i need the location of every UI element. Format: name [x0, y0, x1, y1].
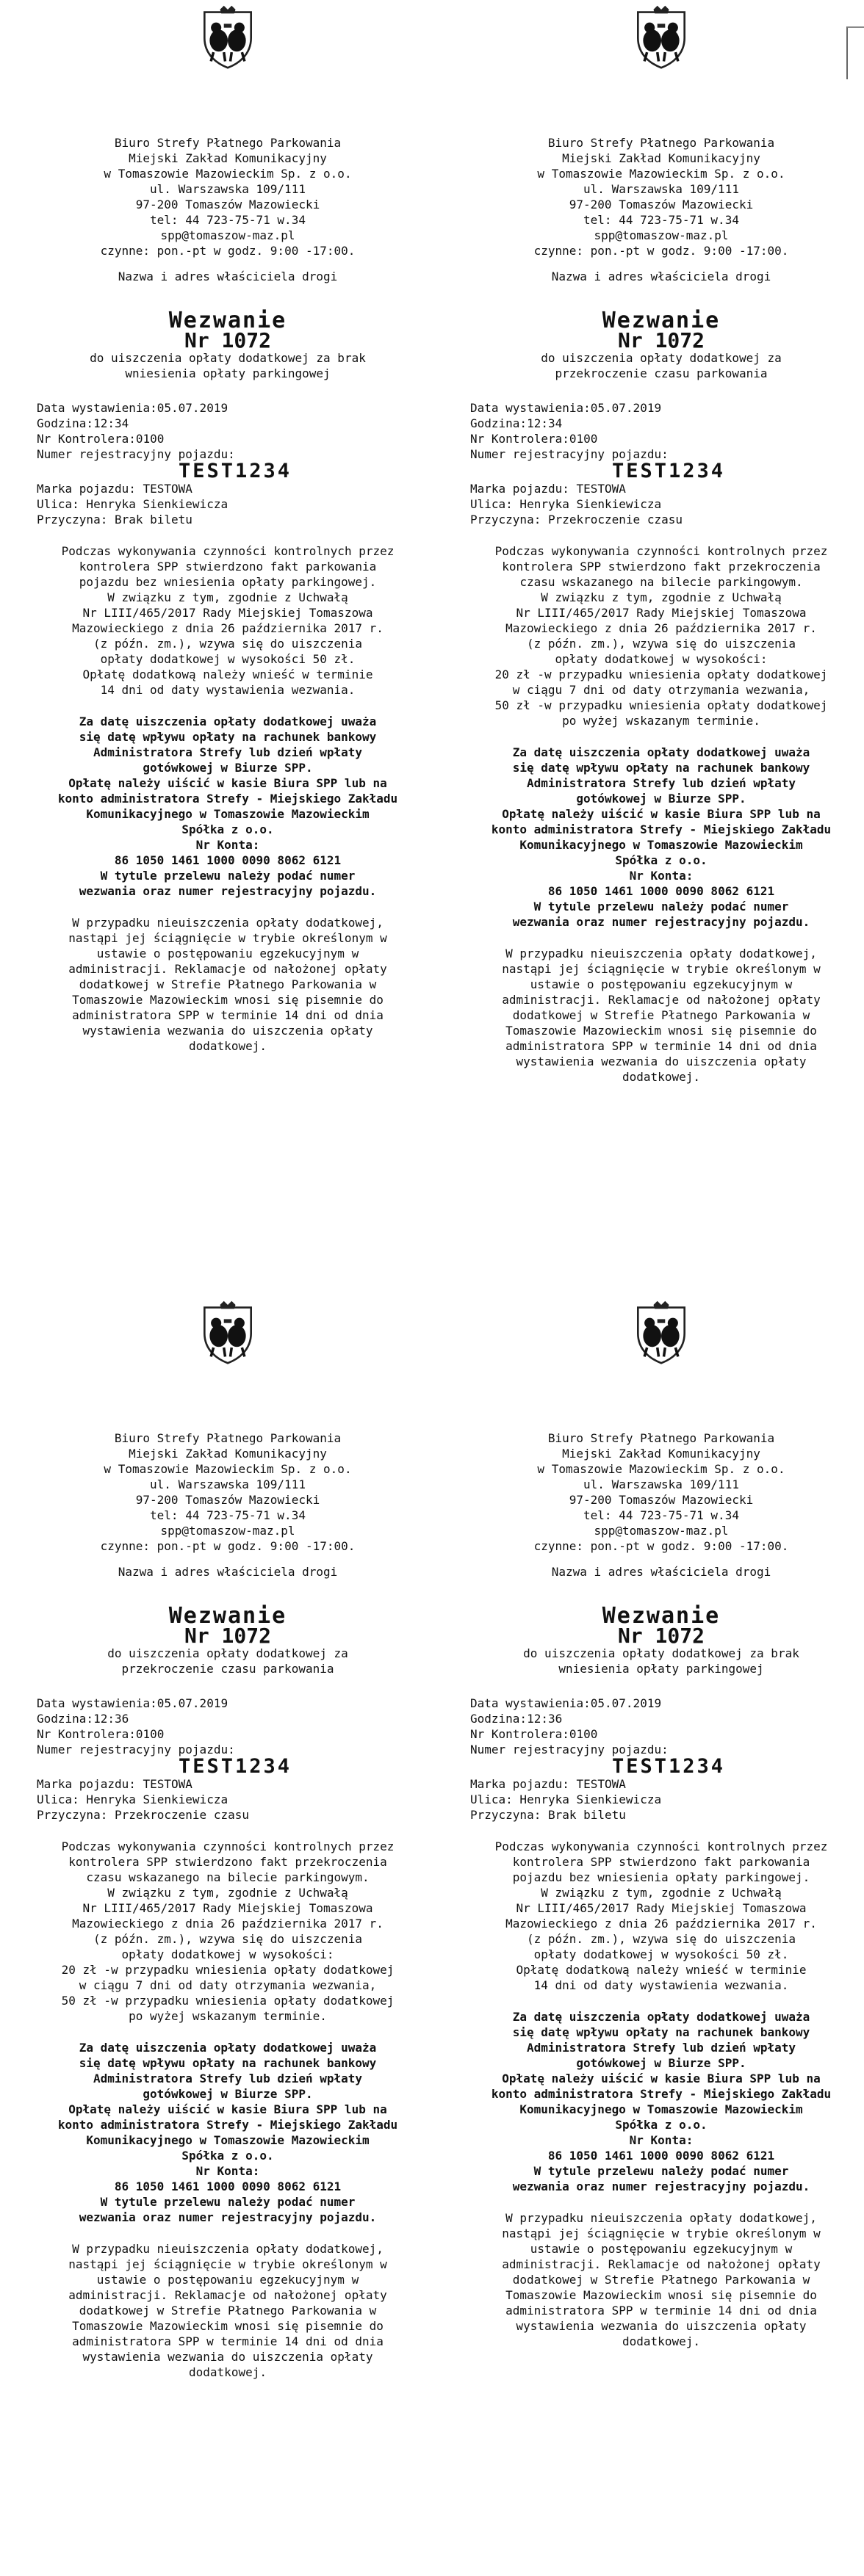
paragraph-line: dodatkowej w Strefie Płatnego Parkowania w	[512, 2273, 810, 2287]
paragraph-line: 14 dni od daty wystawienia wezwania.	[100, 683, 356, 697]
subtitle-line: do uiszczenia opłaty dodatkowej za	[541, 351, 782, 365]
office-email: spp@tomaszow-maz.pl	[594, 1524, 729, 1538]
paragraph-line: ustawie o postępowaniu egzekucyjnym w	[530, 2242, 793, 2256]
paragraph-line: Nr LIII/465/2017 Rady Miejskiej Tomaszowa	[82, 1901, 373, 1915]
paragraph-line: ustawie o postępowaniu egzekucyjnym w	[530, 977, 793, 991]
paragraph-line: W związku z tym, zgodnie z Uchwałą	[541, 590, 782, 604]
paragraph-line: Spółka z o.o.	[181, 822, 274, 836]
paragraph-line: administracji. Reklamacje od nałożonej opłaty	[502, 2257, 821, 2271]
plate-number: TEST1234	[611, 460, 726, 482]
plate-label: Numer rejestracyjny pojazdu:	[37, 1743, 235, 1756]
issue-date: Data wystawienia:05.07.2019	[37, 401, 228, 415]
vehicle-make: Marka pojazdu: TESTOWA	[37, 482, 192, 496]
paragraph-line: Opłatę dodatkową należy wnieść w terminie	[82, 667, 373, 681]
office-address-block	[456, 135, 864, 258]
paragraph-line: się datę wpływu opłaty na rachunek bankowy	[79, 730, 377, 744]
notice-number: Nr 1072	[184, 328, 271, 352]
paragraph-line: W związku z tym, zgodnie z Uchwałą	[107, 590, 348, 604]
paragraph-line: wystawienia wezwania do uiszczenia opłaty	[82, 1024, 373, 1038]
office-hours: czynne: pon.-pt w godz. 9:00 -17:00.	[100, 244, 356, 258]
city-crest-icon	[195, 4, 260, 69]
city-crest-icon	[629, 1300, 694, 1364]
street: Ulica: Henryka Sienkiewicza	[470, 497, 662, 511]
controller-number: Nr Kontrolera:0100	[37, 1727, 165, 1741]
paragraph-line: dodatkowej w Strefie Płatnego Parkowania w	[79, 2304, 377, 2318]
notice-subtitle	[456, 1646, 864, 1676]
paragraph-line: Tomaszowie Mazowieckim wnosi się pisemnie do	[72, 2319, 384, 2333]
notice-title: Wezwanie	[602, 1603, 721, 1629]
subtitle-line: przekroczenie czasu parkowania	[121, 1662, 334, 1676]
paragraph-line: Tomaszowie Mazowieckim wnosi się pisemnie do	[72, 993, 384, 1007]
paragraph-line: administracji. Reklamacje od nałożonej opłaty	[502, 993, 821, 1007]
subtitle-line: przekroczenie czasu parkowania	[555, 366, 768, 380]
plate-label: Numer rejestracyjny pojazdu:	[470, 447, 669, 461]
office-line: ul. Warszawska 109/111	[583, 182, 739, 196]
paragraph-line: (z późn. zm.), wzywa się do uiszczenia	[526, 637, 796, 651]
office-line: Biuro Strefy Płatnego Parkowania	[547, 136, 775, 150]
paragraph-line: Opłatę należy uiścić w kasie Biura SPP lub na	[68, 776, 387, 790]
paragraph-line: wystawienia wezwania do uiszczenia opłaty	[82, 2350, 373, 2364]
subtitle-line: wniesienia opłaty parkingowej	[125, 366, 331, 380]
paragraph-line: W tytule przelewu należy podać numer	[533, 900, 789, 913]
payment-paragraph	[22, 714, 433, 899]
paragraph-line: dodatkowej.	[622, 2334, 700, 2348]
enforcement-paragraph	[456, 2210, 864, 2349]
paragraph-line: kontrolera SPP stwierdzono fakt przekroczenia	[502, 560, 821, 574]
issue-date: Data wystawienia:05.07.2019	[470, 401, 662, 415]
enforcement-paragraph	[456, 946, 864, 1085]
inspection-paragraph	[22, 1839, 433, 2024]
paragraph-line: Opłatę należy uiścić w kasie Biura SPP lub na	[502, 807, 821, 821]
payment-paragraph	[456, 2009, 864, 2194]
paragraph-line: W związku z tym, zgodnie z Uchwałą	[541, 1886, 782, 1900]
paragraph-line: gotówkowej w Biurze SPP.	[143, 2087, 313, 2101]
office-line: Miejski Zakład Komunikacyjny	[562, 151, 760, 165]
vehicle-make: Marka pojazdu: TESTOWA	[470, 482, 626, 496]
paragraph-line: Podczas wykonywania czynności kontrolnych przez	[494, 544, 828, 558]
office-email: spp@tomaszow-maz.pl	[594, 228, 729, 242]
paragraph-line: Tomaszowie Mazowieckim wnosi się pisemnie do	[505, 1024, 817, 1038]
paragraph-line: 86 1050 1461 1000 0090 8062 6121	[114, 853, 342, 867]
paragraph-line: W tytule przelewu należy podać numer	[533, 2164, 789, 2178]
office-line: Biuro Strefy Płatnego Parkowania	[114, 1431, 342, 1445]
office-line: tel: 44 723-75-71 w.34	[150, 213, 306, 227]
paragraph-line: Podczas wykonywania czynności kontrolnych przez	[61, 544, 395, 558]
paragraph-line: dodatkowej w Strefie Płatnego Parkowania w	[79, 977, 377, 991]
paragraph-line: administratora SPP w terminie 14 dni od dnia	[505, 2304, 817, 2318]
paragraph-line: dodatkowej.	[189, 2365, 267, 2379]
paragraph-line: 86 1050 1461 1000 0090 8062 6121	[547, 2149, 775, 2163]
road-owner-label: Nazwa i adres właściciela drogi	[551, 269, 771, 283]
plate-label: Numer rejestracyjny pojazdu:	[470, 1743, 669, 1756]
notice-number: Nr 1072	[617, 328, 705, 352]
office-line: Miejski Zakład Komunikacyjny	[562, 1447, 760, 1461]
notice-title: Wezwanie	[168, 308, 287, 333]
plate-number: TEST1234	[178, 1755, 292, 1778]
paragraph-line: w ciągu 7 dni od daty otrzymania wezwania,	[512, 683, 810, 697]
payment-paragraph	[22, 2040, 433, 2225]
paragraph-line: opłaty dodatkowej w wysokości 50 zł.	[100, 652, 356, 666]
paragraph-line: W przypadku nieuiszczenia opłaty dodatkowej,	[72, 2242, 384, 2256]
reason: Przyczyna: Przekroczenie czasu	[470, 513, 683, 527]
paragraph-line: W przypadku nieuiszczenia opłaty dodatkowej,	[72, 916, 384, 930]
office-line: Miejski Zakład Komunikacyjny	[129, 1447, 327, 1461]
office-email: spp@tomaszow-maz.pl	[160, 228, 295, 242]
vehicle-make: Marka pojazdu: TESTOWA	[470, 1777, 626, 1791]
paragraph-line: wezwania oraz numer rejestracyjny pojazdu.	[512, 2179, 810, 2193]
inspection-paragraph	[22, 543, 433, 698]
paragraph-line: Opłatę dodatkową należy wnieść w terminie	[516, 1963, 807, 1977]
office-address-block	[22, 1430, 433, 1554]
paragraph-line: wezwania oraz numer rejestracyjny pojazdu.	[512, 915, 810, 929]
paragraph-line: wystawienia wezwania do uiszczenia opłaty	[516, 2319, 807, 2333]
paragraph-line: Spółka z o.o.	[615, 853, 708, 867]
issue-date: Data wystawienia:05.07.2019	[37, 1696, 228, 1710]
office-address-block	[456, 1430, 864, 1554]
ticket-bottom-left	[22, 1300, 433, 2380]
paragraph-line: Nr LIII/465/2017 Rady Miejskiej Tomaszowa	[82, 606, 373, 620]
paragraph-line: 86 1050 1461 1000 0090 8062 6121	[547, 884, 775, 898]
paragraph-line: nastąpi jej ściągnięcie w trybie określonym w	[502, 2226, 821, 2240]
issue-time: Godzina:12:36	[37, 1712, 129, 1726]
office-line: Biuro Strefy Płatnego Parkowania	[114, 136, 342, 150]
reason: Przyczyna: Brak biletu	[37, 513, 192, 527]
issue-time: Godzina:12:34	[37, 416, 129, 430]
paragraph-line: Za datę uiszczenia opłaty dodatkowej uważa	[512, 745, 810, 759]
paragraph-line: wystawienia wezwania do uiszczenia opłaty	[516, 1054, 807, 1068]
office-line: 97-200 Tomaszów Mazowiecki	[569, 198, 754, 211]
ticket-top-left	[22, 4, 433, 1054]
notice-subtitle	[22, 350, 433, 381]
paragraph-line: Spółka z o.o.	[615, 2118, 708, 2132]
notice-details	[456, 1696, 864, 1823]
paragraph-line: nastąpi jej ściągnięcie w trybie określonym w	[68, 931, 387, 945]
paragraph-line: opłaty dodatkowej w wysokości:	[121, 1947, 334, 1961]
plate-number: TEST1234	[611, 1755, 726, 1778]
office-email: spp@tomaszow-maz.pl	[160, 1524, 295, 1538]
paragraph-line: administracji. Reklamacje od nałożonej opłaty	[68, 2288, 387, 2302]
paragraph-line: Opłatę należy uiścić w kasie Biura SPP lub na	[68, 2102, 387, 2116]
office-line: tel: 44 723-75-71 w.34	[150, 1508, 306, 1522]
paragraph-line: Komunikacyjnego w Tomaszowie Mazowieckim	[519, 2102, 803, 2116]
street: Ulica: Henryka Sienkiewicza	[470, 1792, 662, 1806]
paragraph-line: Opłatę należy uiścić w kasie Biura SPP lub na	[502, 2072, 821, 2085]
paragraph-line: W tytule przelewu należy podać numer	[100, 2195, 356, 2209]
paragraph-line: gotówkowej w Biurze SPP.	[576, 792, 746, 806]
paragraph-line: się datę wpływu opłaty na rachunek bankowy	[512, 2025, 810, 2039]
paragraph-line: nastąpi jej ściągnięcie w trybie określonym w	[502, 962, 821, 976]
office-line: 97-200 Tomaszów Mazowiecki	[135, 198, 320, 211]
inspection-paragraph	[456, 1839, 864, 1993]
subtitle-line: do uiszczenia opłaty dodatkowej za brak	[523, 1646, 799, 1660]
notice-subtitle	[22, 1646, 433, 1676]
paragraph-line: W związku z tym, zgodnie z Uchwałą	[107, 1886, 348, 1900]
paragraph-line: Administratora Strefy lub dzień wpłaty	[526, 2041, 796, 2055]
paragraph-line: Mazowieckiego z dnia 26 października 2017 r.	[72, 1917, 384, 1931]
office-line: w Tomaszowie Mazowieckim Sp. z o.o.	[104, 167, 352, 181]
paragraph-line: Administratora Strefy lub dzień wpłaty	[526, 776, 796, 790]
issue-time: Godzina:12:36	[470, 1712, 563, 1726]
controller-number: Nr Kontrolera:0100	[470, 432, 598, 446]
paragraph-line: kontrolera SPP stwierdzono fakt parkowania	[79, 560, 377, 574]
office-line: w Tomaszowie Mazowieckim Sp. z o.o.	[537, 1462, 785, 1476]
ticket-bottom-right	[456, 1300, 864, 2349]
paragraph-line: dodatkowej.	[189, 1039, 267, 1053]
office-hours: czynne: pon.-pt w godz. 9:00 -17:00.	[533, 1539, 789, 1553]
road-owner-label: Nazwa i adres właściciela drogi	[118, 269, 338, 283]
paragraph-line: (z późn. zm.), wzywa się do uiszczenia	[526, 1932, 796, 1946]
paragraph-line: kontrolera SPP stwierdzono fakt parkowania	[512, 1855, 810, 1869]
paragraph-line: opłaty dodatkowej w wysokości 50 zł.	[533, 1947, 789, 1961]
ticket-top-right	[456, 4, 864, 1085]
paragraph-line: czasu wskazanego na bilecie parkingowym.	[86, 1870, 370, 1884]
paragraph-line: Mazowieckiego z dnia 26 października 2017 r.	[72, 621, 384, 635]
paragraph-line: Nr LIII/465/2017 Rady Miejskiej Tomaszowa	[516, 606, 807, 620]
office-line: Miejski Zakład Komunikacyjny	[129, 151, 327, 165]
paragraph-line: nastąpi jej ściągnięcie w trybie określonym w	[68, 2257, 387, 2271]
office-line: ul. Warszawska 109/111	[150, 182, 306, 196]
paragraph-line: 20 zł -w przypadku wniesienia opłaty dodatkowej	[494, 667, 828, 681]
office-hours: czynne: pon.-pt w godz. 9:00 -17:00.	[100, 1539, 356, 1553]
paragraph-line: dodatkowej w Strefie Płatnego Parkowania w	[512, 1008, 810, 1022]
paragraph-line: się datę wpływu opłaty na rachunek bankowy	[512, 761, 810, 775]
office-line: w Tomaszowie Mazowieckim Sp. z o.o.	[104, 1462, 352, 1476]
controller-number: Nr Kontrolera:0100	[37, 432, 165, 446]
notice-title: Wezwanie	[168, 1603, 287, 1629]
paragraph-line: Nr LIII/465/2017 Rady Miejskiej Tomaszowa	[516, 1901, 807, 1915]
paragraph-line: Komunikacyjnego w Tomaszowie Mazowieckim	[519, 838, 803, 852]
paragraph-line: dodatkowej.	[622, 1070, 700, 1084]
paragraph-line: ustawie o postępowaniu egzekucyjnym w	[96, 2273, 359, 2287]
notice-title: Wezwanie	[602, 308, 721, 333]
office-hours: czynne: pon.-pt w godz. 9:00 -17:00.	[533, 244, 789, 258]
road-owner-label: Nazwa i adres właściciela drogi	[118, 1565, 338, 1579]
paragraph-line: administratora SPP w terminie 14 dni od dnia	[72, 1008, 384, 1022]
controller-number: Nr Kontrolera:0100	[470, 1727, 598, 1741]
paragraph-line: konto administratora Strefy - Miejskiego Zakładu	[57, 2118, 398, 2132]
paragraph-line: Administratora Strefy lub dzień wpłaty	[93, 2072, 363, 2085]
paragraph-line: Mazowieckiego z dnia 26 października 2017 r.	[505, 621, 817, 635]
inspection-paragraph	[456, 543, 864, 728]
paragraph-line: wezwania oraz numer rejestracyjny pojazdu.	[79, 884, 377, 898]
subtitle-line: wniesienia opłaty parkingowej	[558, 1662, 764, 1676]
paragraph-line: Komunikacyjnego w Tomaszowie Mazowieckim	[86, 807, 370, 821]
notice-details	[22, 400, 433, 527]
office-line: ul. Warszawska 109/111	[150, 1477, 306, 1491]
paragraph-line: czasu wskazanego na bilecie parkingowym.	[519, 575, 803, 589]
paragraph-line: gotówkowej w Biurze SPP.	[576, 2056, 746, 2070]
paragraph-line: po wyżej wskazanym terminie.	[129, 2009, 327, 2023]
paragraph-line: 50 zł -w przypadku wniesienia opłaty dodatkowej	[61, 1994, 395, 2008]
paragraph-line: gotówkowej w Biurze SPP.	[143, 761, 313, 775]
paragraph-line: po wyżej wskazanym terminie.	[562, 714, 760, 728]
enforcement-paragraph	[22, 2241, 433, 2380]
paragraph-line: W przypadku nieuiszczenia opłaty dodatkowej,	[505, 947, 817, 960]
paragraph-line: wezwania oraz numer rejestracyjny pojazdu.	[79, 2210, 377, 2224]
plate-label: Numer rejestracyjny pojazdu:	[37, 447, 235, 461]
paragraph-line: się datę wpływu opłaty na rachunek bankowy	[79, 2056, 377, 2070]
paragraph-line: konto administratora Strefy - Miejskiego Zakładu	[57, 792, 398, 806]
paragraph-line: Nr Konta:	[629, 2133, 694, 2147]
paragraph-line: Mazowieckiego z dnia 26 października 2017 r.	[505, 1917, 817, 1931]
subtitle-line: do uiszczenia opłaty dodatkowej za brak	[90, 351, 366, 365]
notice-details	[22, 1696, 433, 1823]
plate-number: TEST1234	[178, 460, 292, 482]
paragraph-line: Podczas wykonywania czynności kontrolnych przez	[494, 1839, 828, 1853]
vehicle-make: Marka pojazdu: TESTOWA	[37, 1777, 192, 1791]
paragraph-line: Nr Konta:	[195, 838, 260, 852]
paragraph-line: pojazdu bez wniesienia opłaty parkingowej.	[79, 575, 377, 589]
paragraph-line: administratora SPP w terminie 14 dni od dnia	[505, 1039, 817, 1053]
paragraph-line: Za datę uiszczenia opłaty dodatkowej uważa	[79, 2041, 377, 2055]
office-line: w Tomaszowie Mazowieckim Sp. z o.o.	[537, 167, 785, 181]
paragraph-line: konto administratora Strefy - Miejskiego Zakładu	[491, 822, 832, 836]
paragraph-line: Nr Konta:	[629, 869, 694, 883]
subtitle-line: do uiszczenia opłaty dodatkowej za	[107, 1646, 348, 1660]
paragraph-line: Tomaszowie Mazowieckim wnosi się pisemnie do	[505, 2288, 817, 2302]
paragraph-line: konto administratora Strefy - Miejskiego Zakładu	[491, 2087, 832, 2101]
paragraph-line: Nr Konta:	[195, 2164, 260, 2178]
paragraph-line: 50 zł -w przypadku wniesienia opłaty dodatkowej	[494, 698, 828, 712]
paragraph-line: W tytule przelewu należy podać numer	[100, 869, 356, 883]
paragraph-line: ustawie o postępowaniu egzekucyjnym w	[96, 947, 359, 960]
paragraph-line: 14 dni od daty wystawienia wezwania.	[533, 1978, 789, 1992]
notice-details	[456, 400, 864, 527]
paragraph-line: Za datę uiszczenia opłaty dodatkowej uważa	[79, 714, 377, 728]
office-line: tel: 44 723-75-71 w.34	[583, 213, 739, 227]
reason: Przyczyna: Przekroczenie czasu	[37, 1808, 249, 1822]
street: Ulica: Henryka Sienkiewicza	[37, 497, 228, 511]
paragraph-line: w ciągu 7 dni od daty otrzymania wezwania,	[79, 1978, 377, 1992]
paragraph-line: W przypadku nieuiszczenia opłaty dodatkowej,	[505, 2211, 817, 2225]
paragraph-line: administratora SPP w terminie 14 dni od dnia	[72, 2334, 384, 2348]
paragraph-line: opłaty dodatkowej w wysokości:	[555, 652, 768, 666]
notice-number: Nr 1072	[184, 1624, 271, 1648]
city-crest-icon	[195, 1300, 260, 1364]
office-line: Biuro Strefy Płatnego Parkowania	[547, 1431, 775, 1445]
notice-subtitle	[456, 350, 864, 381]
paragraph-line: kontrolera SPP stwierdzono fakt przekroczenia	[68, 1855, 387, 1869]
road-owner-label: Nazwa i adres właściciela drogi	[551, 1565, 771, 1579]
paragraph-line: (z późn. zm.), wzywa się do uiszczenia	[93, 1932, 363, 1946]
office-line: 97-200 Tomaszów Mazowiecki	[569, 1493, 754, 1507]
payment-paragraph	[456, 745, 864, 930]
reason: Przyczyna: Brak biletu	[470, 1808, 626, 1822]
paragraph-line: Za datę uiszczenia opłaty dodatkowej uważa	[512, 2010, 810, 2024]
office-line: 97-200 Tomaszów Mazowiecki	[135, 1493, 320, 1507]
office-line: tel: 44 723-75-71 w.34	[583, 1508, 739, 1522]
office-address-block	[22, 135, 433, 258]
paragraph-line: pojazdu bez wniesienia opłaty parkingowej.	[512, 1870, 810, 1884]
street: Ulica: Henryka Sienkiewicza	[37, 1792, 228, 1806]
paragraph-line: Administratora Strefy lub dzień wpłaty	[93, 745, 363, 759]
notice-number: Nr 1072	[617, 1624, 705, 1648]
paragraph-line: Komunikacyjnego w Tomaszowie Mazowieckim	[86, 2133, 370, 2147]
paragraph-line: 86 1050 1461 1000 0090 8062 6121	[114, 2179, 342, 2193]
paragraph-line: (z późn. zm.), wzywa się do uiszczenia	[93, 637, 363, 651]
issue-time: Godzina:12:34	[470, 416, 563, 430]
paragraph-line: Spółka z o.o.	[181, 2149, 274, 2163]
paragraph-line: Podczas wykonywania czynności kontrolnych przez	[61, 1839, 395, 1853]
issue-date: Data wystawienia:05.07.2019	[470, 1696, 662, 1710]
city-crest-icon	[629, 4, 694, 69]
paragraph-line: administracji. Reklamacje od nałożonej opłaty	[68, 962, 387, 976]
office-line: ul. Warszawska 109/111	[583, 1477, 739, 1491]
paragraph-line: 20 zł -w przypadku wniesienia opłaty dodatkowej	[61, 1963, 395, 1977]
enforcement-paragraph	[22, 915, 433, 1054]
